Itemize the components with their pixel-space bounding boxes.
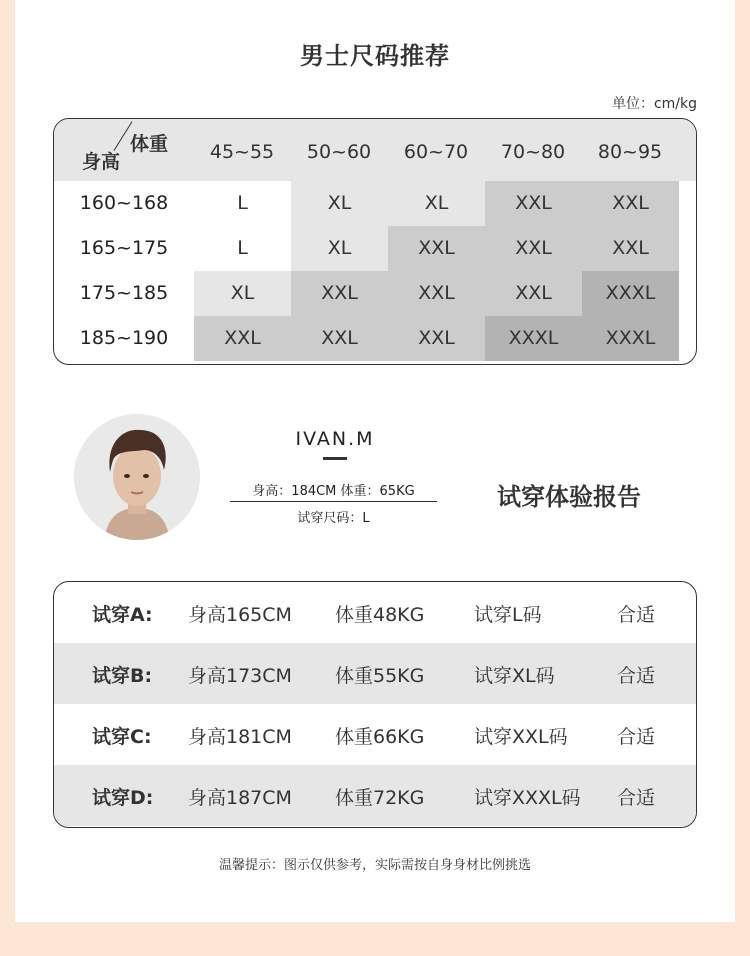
size-cell: XXXL xyxy=(582,271,679,316)
size-cell: L xyxy=(194,181,291,226)
name-divider xyxy=(323,457,347,460)
size-cell: XXXL xyxy=(485,316,582,361)
size-cell: L xyxy=(194,226,291,271)
weight-header-cell: 70~80 xyxy=(500,141,566,163)
size-cell: XL xyxy=(388,181,485,226)
height-row-label: 160~168 xyxy=(79,192,169,214)
size-cell: XXL xyxy=(485,271,582,316)
trial-weight: 体重48KG xyxy=(335,604,425,626)
size-cell: XXXL xyxy=(582,316,679,361)
trial-label: 试穿B: xyxy=(92,665,153,687)
model-avatar xyxy=(74,414,200,540)
size-chart-table xyxy=(53,118,697,365)
size-cell: XXL xyxy=(194,316,291,361)
size-cell: XXL xyxy=(485,181,582,226)
trial-size: 试穿L码 xyxy=(474,604,542,626)
model-name: IVAN.M xyxy=(295,428,375,450)
unit-label: 单位：cm/kg xyxy=(611,96,697,112)
trial-size: 试穿XXXL码 xyxy=(474,787,581,809)
trial-fit: 合适 xyxy=(617,787,656,809)
trial-weight: 体重72KG xyxy=(335,787,425,809)
trial-label: 试穿A: xyxy=(92,604,153,626)
corner-height-label: 身高 xyxy=(82,151,121,173)
weight-header-cell: 50~60 xyxy=(306,141,372,163)
trial-row xyxy=(54,704,696,765)
size-chart-corner xyxy=(54,119,194,181)
trial-fit: 合适 xyxy=(617,665,656,687)
height-row-label: 165~175 xyxy=(79,237,169,259)
size-cell: XXL xyxy=(388,226,485,271)
size-cell: XXL xyxy=(291,271,388,316)
page-title: 男士尺码推荐 xyxy=(300,42,450,70)
page xyxy=(15,0,735,922)
weight-header-cell: 60~70 xyxy=(403,141,469,163)
model-portrait-icon xyxy=(74,414,200,540)
size-cell: XXL xyxy=(582,181,679,226)
size-row xyxy=(54,181,696,226)
trial-row xyxy=(54,643,696,704)
size-cell: XXL xyxy=(388,316,485,361)
trial-weight: 体重66KG xyxy=(335,726,425,748)
report-title: 试穿体验报告 xyxy=(497,483,641,511)
trial-height: 身高181CM xyxy=(188,726,292,748)
size-cell: XXL xyxy=(291,316,388,361)
trial-fit: 合适 xyxy=(617,604,656,626)
trial-height: 身高173CM xyxy=(188,665,292,687)
weight-header-cell: 80~95 xyxy=(597,141,663,163)
trial-height: 身高165CM xyxy=(188,604,292,626)
trial-label: 试穿C: xyxy=(92,726,152,748)
height-row-label: 185~190 xyxy=(79,327,169,349)
trial-size: 试穿XL码 xyxy=(474,665,555,687)
size-chart-header xyxy=(54,119,696,181)
model-measurements: 身高：184CM 体重：65KG xyxy=(230,480,437,502)
trial-fit: 合适 xyxy=(617,726,656,748)
corner-weight-label: 体重 xyxy=(130,133,169,155)
size-cell: XL xyxy=(291,226,388,271)
trial-table xyxy=(53,581,697,828)
trial-weight: 体重55KG xyxy=(335,665,425,687)
tip-note: 温馨提示：图示仅供参考，实际需按自身身材比例挑选 xyxy=(218,858,531,873)
height-row-label: 175~185 xyxy=(79,282,169,304)
size-row xyxy=(54,316,696,361)
size-cell: XL xyxy=(291,181,388,226)
weight-header-cell: 45~55 xyxy=(209,141,275,163)
trial-label: 试穿D: xyxy=(92,787,154,809)
size-cell: XXL xyxy=(485,226,582,271)
size-cell: XXL xyxy=(388,271,485,316)
size-cell: XXL xyxy=(582,226,679,271)
trial-row xyxy=(54,765,696,826)
trial-size: 试穿XXL码 xyxy=(474,726,568,748)
size-cell: XL xyxy=(194,271,291,316)
trial-row xyxy=(54,582,696,643)
trial-height: 身高187CM xyxy=(188,787,292,809)
size-row xyxy=(54,226,696,271)
model-try-size: 试穿尺码：L xyxy=(297,511,370,526)
size-row xyxy=(54,271,696,316)
